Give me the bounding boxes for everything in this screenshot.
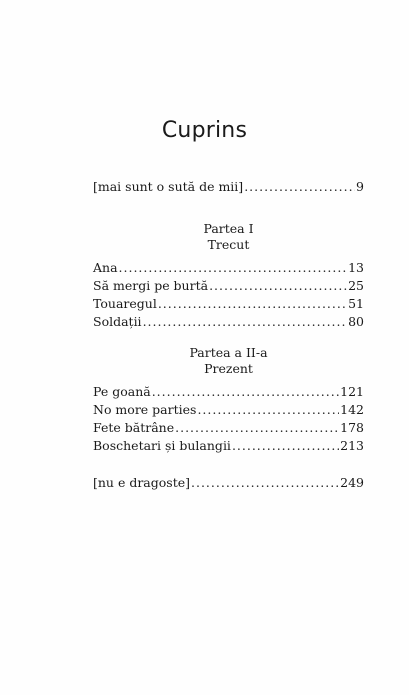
toc-entry-label: [nu e dragoste] [93, 475, 190, 490]
toc-entry [93, 258, 364, 276]
toc-entry-page: 13 [348, 260, 364, 275]
table-of-contents [93, 0, 364, 695]
toc-entry-label: [mai sunt o sută de mii] [93, 179, 244, 194]
page-title: Cuprins [161, 118, 248, 143]
toc-entry-label: Ana [93, 260, 118, 275]
toc-entry-page: 51 [348, 296, 364, 311]
toc-entry-label: Să mergi pe burtă [93, 278, 209, 293]
toc-entry-label: Touaregul [93, 296, 157, 311]
dot-leader [197, 402, 339, 418]
part-heading: Partea I [203, 221, 254, 236]
dot-leader [232, 438, 339, 454]
dot-leader [152, 384, 339, 400]
dot-leader [175, 420, 339, 436]
toc-entry [93, 400, 364, 418]
part-heading: Partea a II-a [189, 345, 268, 360]
toc-entry-label: Soldații [93, 314, 142, 329]
part-subheading: Prezent [204, 361, 253, 376]
dot-leader [158, 296, 347, 312]
dot-leader [209, 278, 347, 294]
toc-entry-label: Pe goană [93, 384, 151, 399]
toc-entry-page: 9 [356, 179, 364, 194]
toc-entry [93, 436, 364, 454]
toc-entry [93, 276, 364, 294]
toc-entry-page: 80 [348, 314, 364, 329]
toc-entry-label: Fete bătrâne [93, 420, 175, 435]
toc-entry-page: 178 [340, 420, 364, 435]
toc-entry-label: Boschetari și bulangii [93, 438, 231, 453]
toc-entry [93, 312, 364, 330]
dot-leader [244, 179, 355, 195]
toc-entry-page: 213 [340, 438, 364, 453]
dot-leader [191, 475, 339, 491]
toc-entry [93, 418, 364, 436]
dot-leader [119, 260, 348, 276]
part-subheading: Trecut [207, 237, 250, 252]
toc-entry-page: 121 [340, 384, 364, 399]
toc-entry-page: 142 [340, 402, 364, 417]
toc-entry-outro [93, 473, 364, 491]
toc-entry-intro [93, 177, 364, 195]
toc-entry [93, 294, 364, 312]
dot-leader [143, 314, 348, 330]
toc-entry-label: No more parties [93, 402, 197, 417]
toc-entry-page: 249 [340, 475, 364, 490]
toc-entry-page: 25 [348, 278, 364, 293]
toc-entry [93, 382, 364, 400]
